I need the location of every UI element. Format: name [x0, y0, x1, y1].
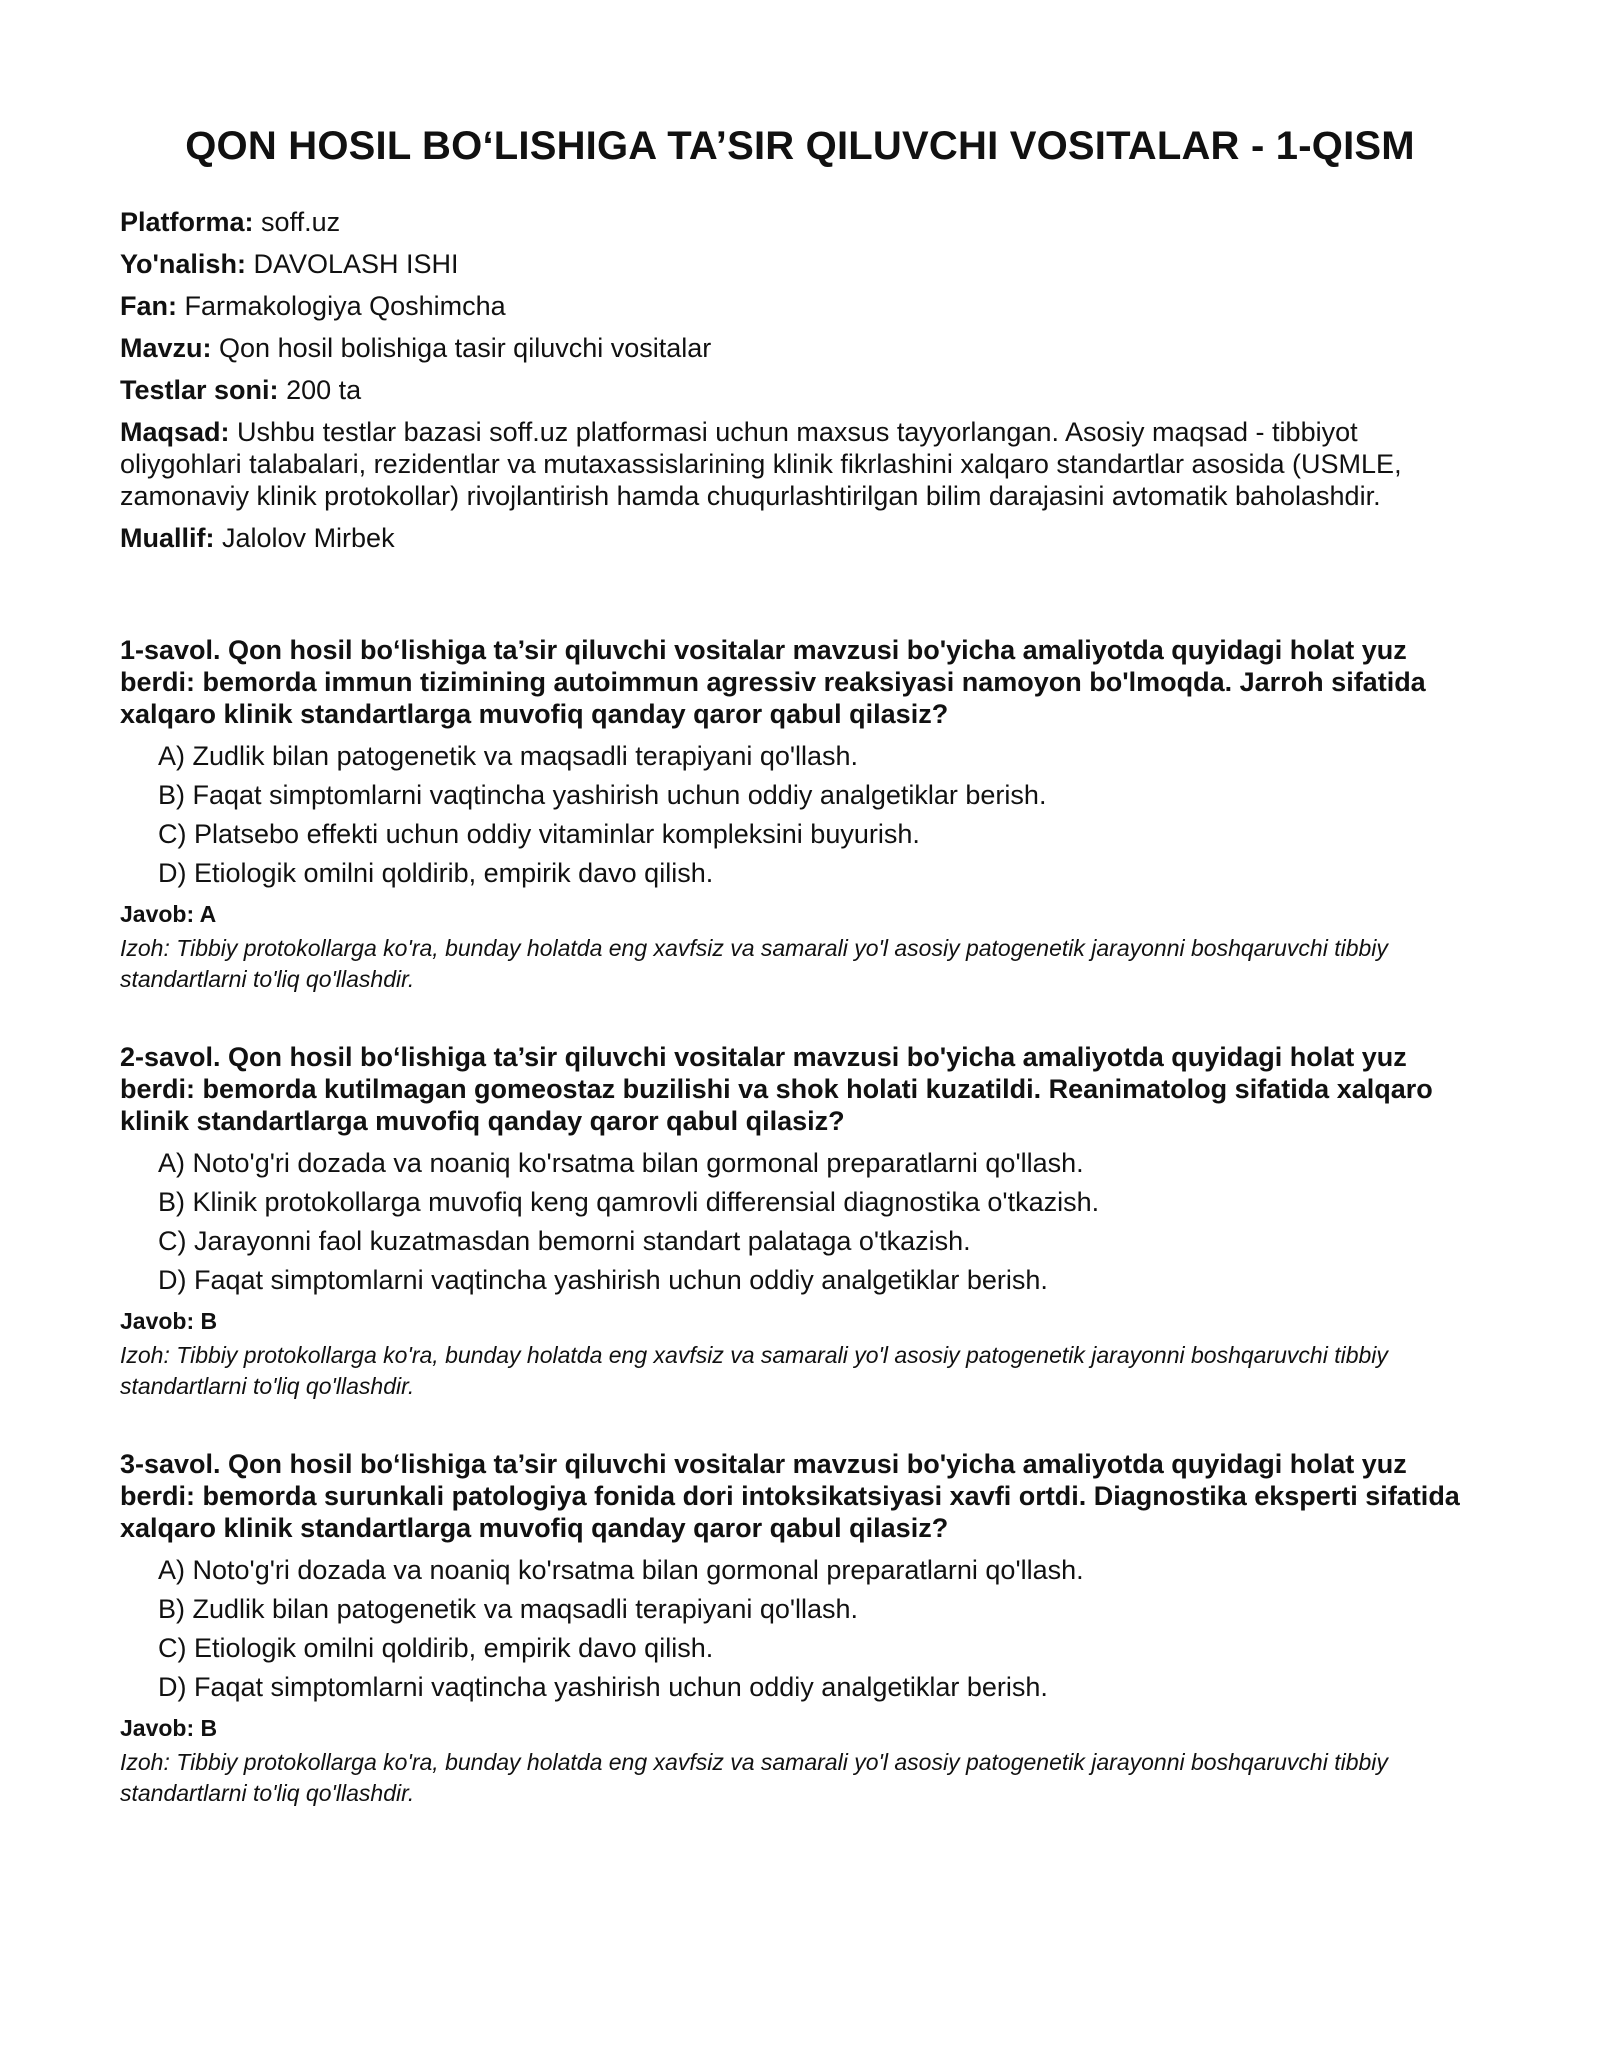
- answer-options: [120, 1554, 1480, 1703]
- correct-answer: Javob: B: [120, 1715, 218, 1741]
- question-1: [120, 634, 1480, 995]
- option-d: D) Etiologik omilni qoldirib, empirik davo qilish.: [158, 858, 714, 888]
- metadata-section: [120, 206, 1480, 554]
- correct-answer: Javob: A: [120, 901, 217, 927]
- question-3: [120, 1448, 1480, 1809]
- document-title: QON HOSIL BO‘LISHIGA TA’SIR QILUVCHI VOSITALAR - 1-QISM: [185, 124, 1415, 168]
- option-a: A) Noto'g'ri dozada va noaniq ko'rsatma bilan gormonal preparatlarni qo'llash.: [158, 1555, 1084, 1585]
- question-text: 3-savol. Qon hosil bo‘lishiga ta’sir qiluvchi vositalar mavzusi bo'yicha amaliyotda quyidagi holat yuz berdi: bemorda surunkali patologiya fonida dori intoksikatsiyasi xavfi ortdi. Diagnostika eksperti sifatida xalqaro klinik standartlarga muvofiq qanday qaror qabul qilasiz?: [120, 1449, 1460, 1543]
- question-2: [120, 1041, 1480, 1402]
- meta-subject: [120, 290, 1480, 322]
- option-d: D) Faqat simptomlarni vaqtincha yashirish uchun oddiy analgetiklar berish.: [158, 1265, 1048, 1295]
- meta-key: Maqsad:: [120, 417, 230, 447]
- meta-value: Farmakologiya Qoshimcha: [184, 291, 506, 321]
- meta-key: Muallif:: [120, 523, 215, 553]
- explanation-note: Izoh: Tibbiy protokollarga ko'ra, bunday holatda eng xavfsiz va samarali yo'l asosiy patogenetik jarayonni boshqaruvchi tibbiy standartlarni to'liq qo'llashdir.: [120, 935, 1388, 992]
- meta-author: [120, 522, 1480, 554]
- option-b: B) Zudlik bilan patogenetik va maqsadli terapiyani qo'llash.: [158, 1594, 859, 1624]
- option-a: A) Zudlik bilan patogenetik va maqsadli terapiyani qo'llash.: [158, 741, 859, 771]
- correct-answer: Javob: B: [120, 1308, 218, 1334]
- meta-key: Fan:: [120, 291, 177, 321]
- meta-platform: [120, 206, 1480, 238]
- option-b: B) Faqat simptomlarni vaqtincha yashirish uchun oddiy analgetiklar berish.: [158, 780, 1047, 810]
- answer-options: [120, 740, 1480, 889]
- meta-key: Yo'nalish:: [120, 249, 246, 279]
- question-text: 2-savol. Qon hosil bo‘lishiga ta’sir qiluvchi vositalar mavzusi bo'yicha amaliyotda quyidagi holat yuz berdi: bemorda kutilmagan gomeostaz buzilishi va shok holati kuzatildi. Reanimatolog sifatida xalqaro klinik standartlarga muvofiq qanday qaror qabul qilasiz?: [120, 1042, 1433, 1136]
- explanation-note: Izoh: Tibbiy protokollarga ko'ra, bunday holatda eng xavfsiz va samarali yo'l asosiy patogenetik jarayonni boshqaruvchi tibbiy standartlarni to'liq qo'llashdir.: [120, 1749, 1388, 1806]
- meta-test-count: [120, 374, 1480, 406]
- explanation-note: Izoh: Tibbiy protokollarga ko'ra, bunday holatda eng xavfsiz va samarali yo'l asosiy patogenetik jarayonni boshqaruvchi tibbiy standartlarni to'liq qo'llashdir.: [120, 1342, 1388, 1399]
- meta-value: 200 ta: [286, 375, 362, 405]
- meta-key: Platforma:: [120, 207, 254, 237]
- option-c: C) Jarayonni faol kuzatmasdan bemorni standart palataga o'tkazish.: [158, 1226, 971, 1256]
- meta-value: Jalolov Mirbek: [222, 523, 395, 553]
- meta-value: Qon hosil bolishiga tasir qiluvchi vositalar: [219, 333, 712, 363]
- meta-purpose: [120, 416, 1480, 512]
- questions-section: [120, 634, 1480, 1809]
- option-c: C) Etiologik omilni qoldirib, empirik davo qilish.: [158, 1633, 714, 1663]
- option-d: D) Faqat simptomlarni vaqtincha yashirish uchun oddiy analgetiklar berish.: [158, 1672, 1048, 1702]
- meta-key: Testlar soni:: [120, 375, 279, 405]
- meta-value: soff.uz: [261, 207, 341, 237]
- meta-topic: [120, 332, 1480, 364]
- question-text: 1-savol. Qon hosil bo‘lishiga ta’sir qiluvchi vositalar mavzusi bo'yicha amaliyotda quyidagi holat yuz berdi: bemorda immun tizimining autoimmun agressiv reaksiyasi namoyon bo'lmoqda. Jarroh sifatida xalqaro klinik standartlarga muvofiq qanday qaror qabul qilasiz?: [120, 635, 1426, 729]
- meta-value: DAVOLASH ISHI: [253, 249, 459, 279]
- option-c: C) Platsebo effekti uchun oddiy vitaminlar kompleksini buyurish.: [158, 819, 920, 849]
- meta-value: Ushbu testlar bazasi soff.uz platformasi uchun maxsus tayyorlangan. Asosiy maqsad - tibbiyot oliygohlari talabalari, rezidentlar va mutaxassislarining klinik fikrlashini xalqaro standartlar asosida (USMLE, zamonaviy klinik protokollar) rivojlantirish hamda chuqurlashtirilgan bilim darajasini avtomatik baholashdir.: [120, 417, 1402, 511]
- answer-options: [120, 1147, 1480, 1296]
- option-b: B) Klinik protokollarga muvofiq keng qamrovli differensial diagnostika o'tkazish.: [158, 1187, 1100, 1217]
- meta-key: Mavzu:: [120, 333, 212, 363]
- option-a: A) Noto'g'ri dozada va noaniq ko'rsatma bilan gormonal preparatlarni qo'llash.: [158, 1148, 1084, 1178]
- meta-direction: [120, 248, 1480, 280]
